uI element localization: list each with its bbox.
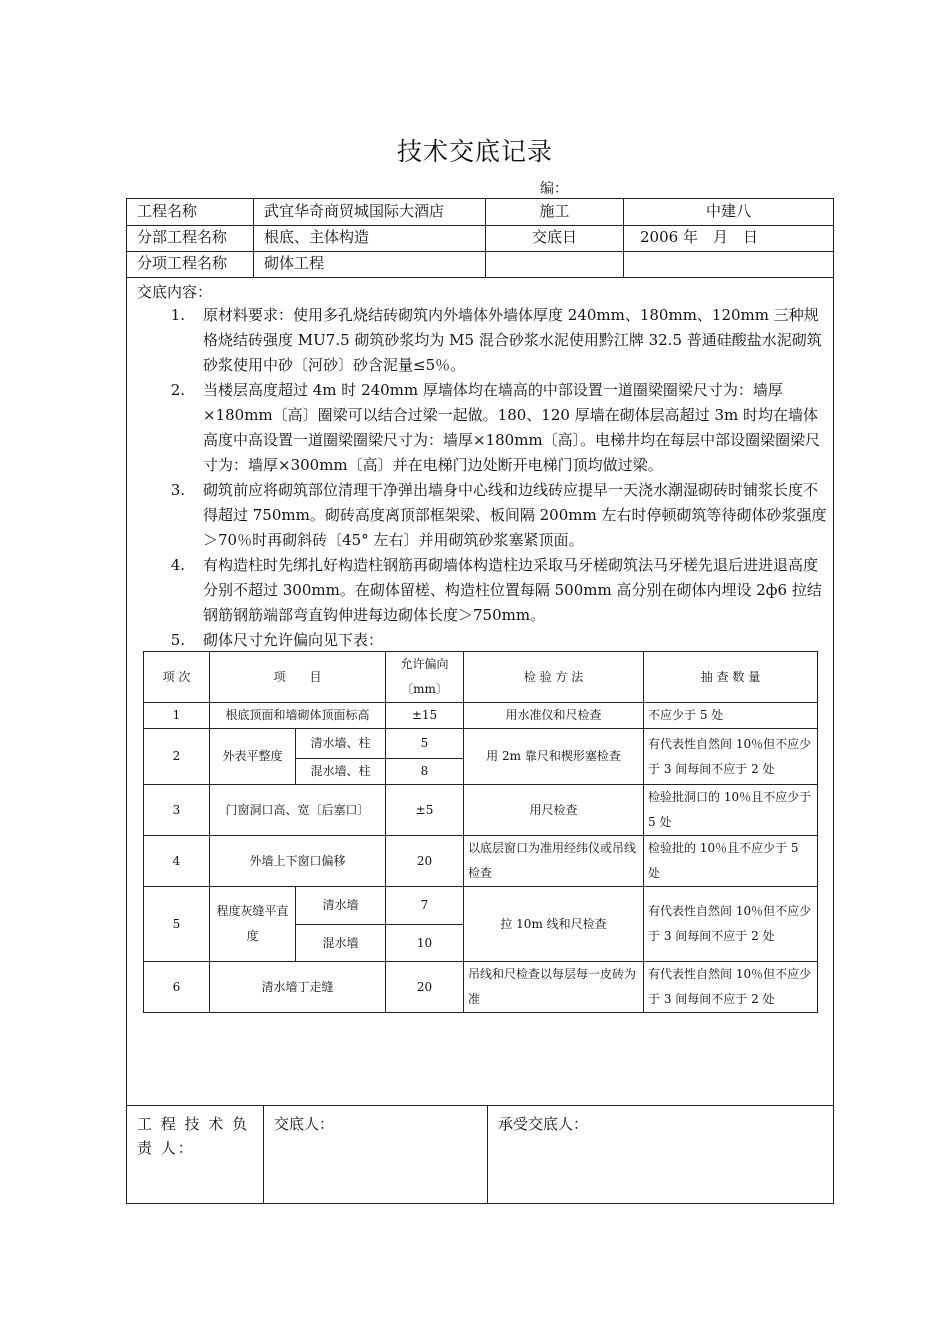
item-text: 当楼层高度超过 4m 时 240mm 厚墙体均在墙高的中部设置一道圈梁圈梁尺寸为：墙厚×180mm〔高〕圈梁可以结合过梁一起做。180、120 厚墙在砌体层高超过 3m 时均在墙体高度中高设置一道圈梁圈梁尺寸为：墙厚×180mm〔高〕。电梯井均在每层中部设圈梁圈梁尺寸为：墙厚×300mm〔高〕并在电梯门边处断开电梯门顶均做过梁。	[203, 381, 821, 474]
signature-row	[127, 1105, 833, 1204]
cell-method: 用水准仪和尺检查	[464, 703, 644, 729]
cell-method: 拉 10m 线和尺检查	[464, 887, 644, 962]
cell-sample: 有代表性自然间 10％但不应少于 3 间每间不应于 2 处	[644, 887, 818, 962]
division-name-label: 分部工程名称	[127, 225, 254, 251]
table-row	[144, 785, 818, 836]
cell-item: 门窗洞口高、宽〔后塞口〕	[210, 785, 386, 836]
cell-subitem: 清水墙、柱	[296, 729, 386, 759]
cell-sample: 检验批洞口的 10％且不应少于 5 处	[644, 785, 818, 836]
receiver-signature: 承受交底人：	[498, 1115, 589, 1133]
cell-no: 1	[144, 703, 210, 729]
discloser-signature: 交底人：	[264, 1106, 488, 1204]
tolerance-table	[143, 651, 818, 1013]
cell-item: 清水墙丁走缝	[210, 962, 386, 1013]
disclosure-items	[167, 303, 829, 653]
cell-method: 用 2m 靠尺和楔形塞检查	[464, 729, 644, 785]
construction-value: 中建八	[705, 202, 751, 220]
item-number: 1.	[170, 306, 185, 324]
cell-subitem: 清水墙	[296, 887, 386, 925]
subitem-extra-label	[486, 251, 624, 277]
tolerance-table-wrap	[143, 651, 818, 1013]
item-text: 原材料要求：使用多孔烧结砖砌筑内外墙体外墙体厚度 240mm、180mm、120mm 三种规格烧结砖强度 MU7.5 砌筑砂浆均为 M5 混合砂浆水泥使用黔江牌 32.5 普通硅酸盐水泥砌筑砂浆使用中砂〔河砂〕砂含泥量≤5％。	[203, 306, 822, 374]
cell-allow: 5	[386, 729, 464, 759]
content-label: 交底内容：	[137, 283, 213, 301]
list-item	[167, 378, 829, 478]
cell-no: 6	[144, 962, 210, 1013]
cell-allow: 20	[386, 836, 464, 887]
header-allow: 允许偏向〔mm〕	[386, 652, 464, 703]
cell-item: 外表平整度	[210, 729, 296, 785]
page-title: 技术交底记录	[396, 137, 553, 166]
cell-allow: 10	[386, 925, 464, 962]
list-item	[167, 478, 829, 553]
header-row-project	[127, 199, 833, 226]
subitem-name-value: 砌体工程	[254, 251, 486, 277]
cell-method: 用尺检查	[464, 785, 644, 836]
table-row	[144, 887, 818, 925]
header-method: 检 验 方 法	[464, 652, 644, 703]
table-row	[144, 836, 818, 887]
cell-item: 根底顶面和墙砌体顶面标高	[210, 703, 386, 729]
item-number: 5.	[170, 631, 185, 649]
editor-label: 编：	[540, 181, 568, 197]
cell-allow: 8	[386, 759, 464, 785]
cell-no: 2	[144, 729, 210, 785]
item-number: 3.	[170, 481, 185, 499]
cell-item: 程度灰缝平直度	[210, 887, 296, 962]
cell-sample: 有代表性自然间 10％但不应少于 3 间每间不应于 2 处	[644, 962, 818, 1013]
item-number: 4.	[170, 556, 185, 574]
disclosure-record-form	[126, 198, 834, 1204]
subitem-name-label: 分项工程名称	[127, 251, 254, 277]
cell-no: 5	[144, 887, 210, 962]
cell-sample: 有代表性自然间 10％但不应少于 3 间每间不应于 2 处	[644, 729, 818, 785]
cell-method: 吊线和尺检查以每层每一皮砖为准	[464, 962, 644, 1013]
cell-sample: 不应少于 5 处	[644, 703, 818, 729]
list-item	[167, 303, 829, 378]
item-text: 砌筑前应将砌筑部位清理干净弹出墙身中心线和边线砖应提早一天浇水潮湿砌砖时铺浆长度不得超过 750mm。砌砖高度离顶部框架梁、板间隔 200mm 左右时停顿砌筑等待砌体砂浆强度＞70％时再砌斜砖〔45° 左右〕并用砌筑砂浆塞紧顶面。	[203, 481, 827, 549]
cell-item: 外墙上下窗口偏移	[210, 836, 386, 887]
header-item: 项 目	[210, 652, 386, 703]
header-sample: 抽 查 数 量	[644, 652, 818, 703]
cell-allow: 20	[386, 962, 464, 1013]
table-row	[144, 962, 818, 1013]
cell-no: 4	[144, 836, 210, 887]
cell-allow: ±15	[386, 703, 464, 729]
cell-subitem: 混水墙	[296, 925, 386, 962]
item-number: 2.	[170, 381, 185, 399]
division-name-value: 根底、主体构造	[254, 225, 486, 251]
disclosure-date-label: 交底日	[486, 225, 624, 251]
table-row	[144, 703, 818, 729]
cell-no: 3	[144, 785, 210, 836]
header-row-division	[127, 225, 833, 252]
cell-allow: 7	[386, 887, 464, 925]
cell-method: 以底层窗口为准用经纬仪或吊线检查	[464, 836, 644, 887]
table-header-row	[144, 652, 818, 703]
subitem-extra-value	[624, 251, 833, 277]
item-text: 有构造柱时先绑扎好构造柱钢筋再砌墙体构造柱边采取马牙槎砌筑法马牙槎先退后进进退高度分别不超过 300mm。在砌体留槎、构造柱位置每隔 500mm 高分别在砌体内埋设 2ф6 拉结钢筋钢筋端部弯直钩伸进每边砌体长度＞750mm。	[203, 556, 822, 624]
list-item	[167, 628, 829, 653]
cell-allow: ±5	[386, 785, 464, 836]
construction-label: 施工	[486, 199, 624, 225]
tech-lead-signature: 工 程 技 术 负 责 人：	[127, 1106, 264, 1204]
project-name-value: 武宜华奇商贸城国际大酒店	[254, 199, 486, 225]
item-text: 砌体尺寸允许偏向见下表：	[203, 631, 384, 649]
cell-subitem: 混水墙、柱	[296, 759, 386, 785]
disclosure-date-value: 2006 年 月 日	[640, 228, 758, 246]
project-name-label: 工程名称	[127, 199, 254, 225]
table-row	[144, 729, 818, 759]
cell-sample: 检验批的 10％且不应少于 5 处	[644, 836, 818, 887]
list-item	[167, 553, 829, 628]
header-row-subitem	[127, 251, 833, 278]
header-no: 项 次	[144, 652, 210, 703]
